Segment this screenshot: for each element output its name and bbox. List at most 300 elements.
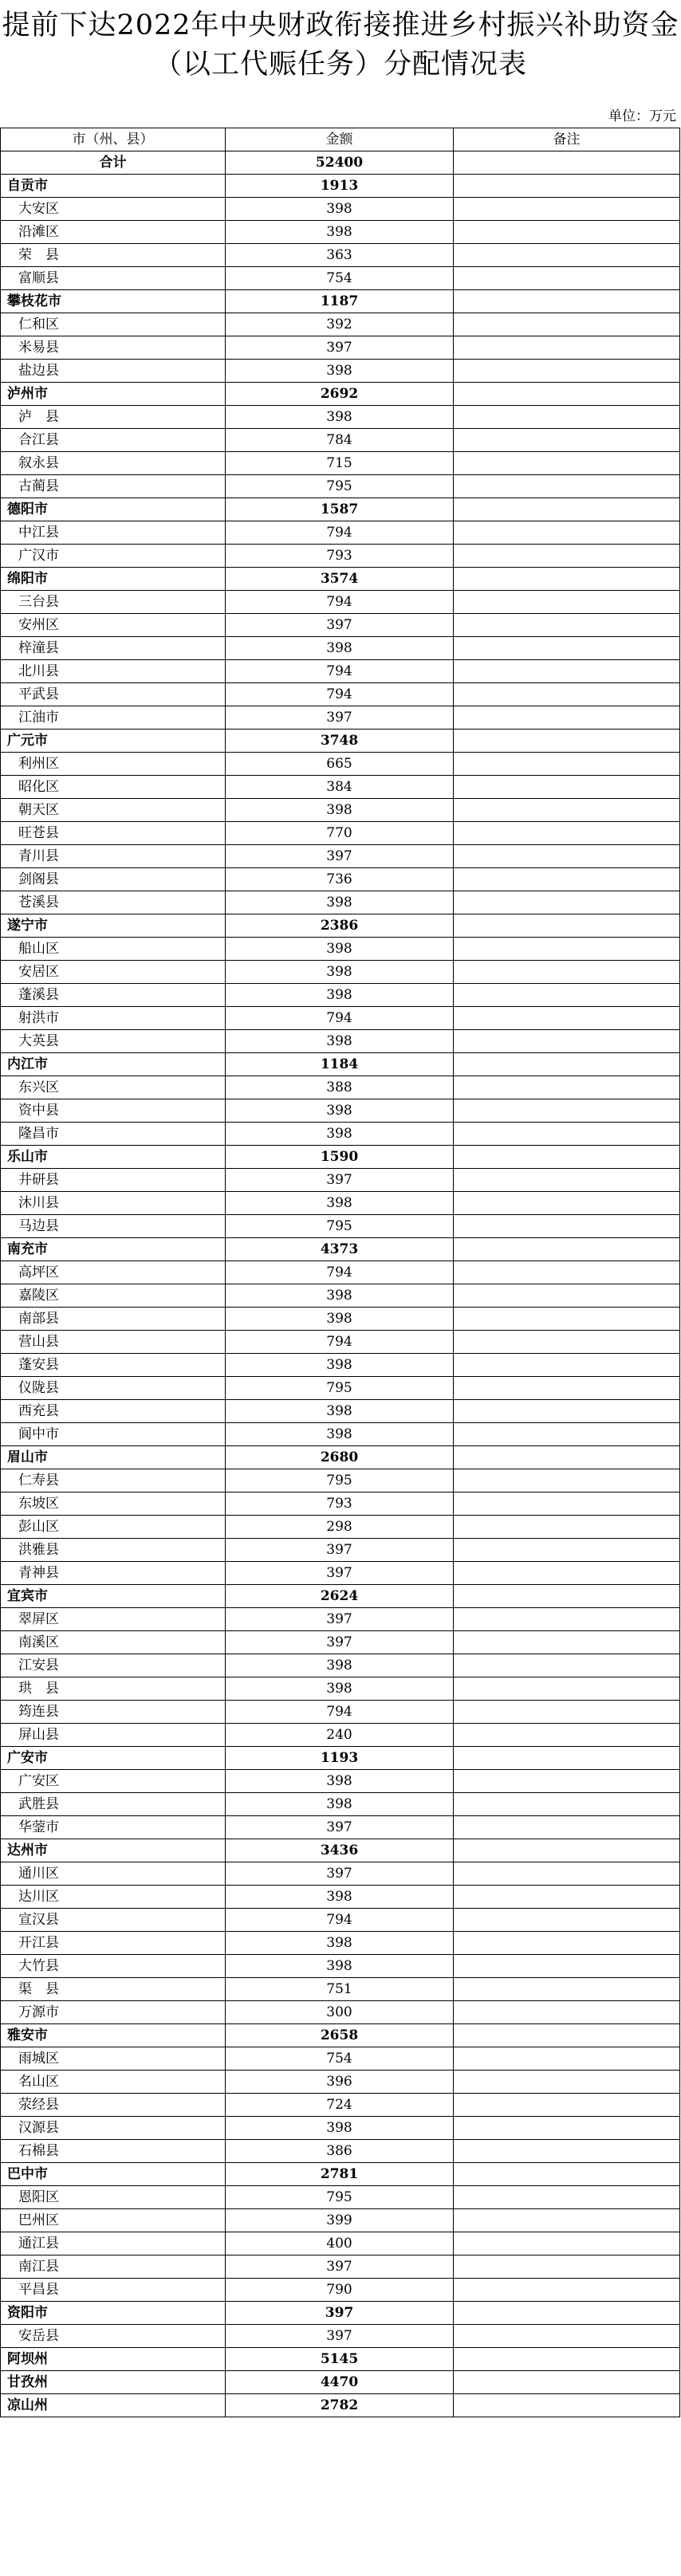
region-note <box>454 822 680 845</box>
region-amount: 795 <box>226 475 454 498</box>
region-note <box>454 244 680 267</box>
county-row <box>1 1932 680 1955</box>
region-note <box>454 637 680 660</box>
unit-label: 单位：万元 <box>608 108 676 124</box>
region-name: 通江县 <box>1 2232 226 2255</box>
region-note <box>454 753 680 776</box>
region-amount: 398 <box>226 1932 454 1955</box>
region-note <box>454 683 680 706</box>
county-row <box>1 614 680 637</box>
region-name: 资中县 <box>1 1099 226 1123</box>
region-note <box>454 1284 680 1308</box>
region-name: 巴中市 <box>1 2163 226 2186</box>
county-row <box>1 984 680 1007</box>
region-note <box>454 2117 680 2140</box>
region-amount: 398 <box>226 406 454 429</box>
county-row <box>1 938 680 961</box>
region-amount: 398 <box>226 1030 454 1053</box>
region-note <box>454 1701 680 1724</box>
region-note <box>454 868 680 891</box>
region-note <box>454 313 680 336</box>
region-name: 通川区 <box>1 1862 226 1886</box>
region-amount: 5145 <box>226 2348 454 2371</box>
region-note <box>454 1816 680 1839</box>
county-row <box>1 198 680 221</box>
region-note <box>454 1562 680 1585</box>
county-row <box>1 845 680 868</box>
county-row <box>1 2001 680 2024</box>
region-amount: 298 <box>226 1516 454 1539</box>
region-name: 高坪区 <box>1 1261 226 1284</box>
region-name: 井研县 <box>1 1169 226 1192</box>
region-note <box>454 799 680 822</box>
county-row <box>1 1701 680 1724</box>
region-amount: 784 <box>226 429 454 452</box>
county-row <box>1 1030 680 1053</box>
region-name: 宣汉县 <box>1 1909 226 1932</box>
region-note <box>454 498 680 521</box>
region-note <box>454 2279 680 2302</box>
region-name: 马边县 <box>1 1215 226 1238</box>
region-name: 彭山区 <box>1 1516 226 1539</box>
region-note <box>454 591 680 614</box>
region-name: 船山区 <box>1 938 226 961</box>
region-amount: 794 <box>226 1331 454 1354</box>
region-name: 营山县 <box>1 1331 226 1354</box>
region-note <box>454 521 680 545</box>
city-row <box>1 1839 680 1862</box>
region-note <box>454 336 680 360</box>
county-row <box>1 475 680 498</box>
region-note <box>454 1377 680 1400</box>
region-note <box>454 475 680 498</box>
region-name: 盐边县 <box>1 360 226 383</box>
county-row <box>1 1978 680 2001</box>
region-name: 大竹县 <box>1 1955 226 1978</box>
region-amount: 398 <box>226 1770 454 1793</box>
region-name: 青川县 <box>1 845 226 868</box>
region-amount: 795 <box>226 1377 454 1400</box>
region-note <box>454 1886 680 1909</box>
region-name: 中江县 <box>1 521 226 545</box>
region-name: 雅安市 <box>1 2024 226 2047</box>
region-note <box>454 1654 680 1677</box>
region-note <box>454 1423 680 1446</box>
region-amount: 397 <box>226 706 454 730</box>
region-note <box>454 1007 680 1030</box>
region-note <box>454 2255 680 2279</box>
region-note <box>454 2071 680 2094</box>
region-note <box>454 1493 680 1516</box>
region-note <box>454 406 680 429</box>
county-row <box>1 1377 680 1400</box>
region-amount: 751 <box>226 1978 454 2001</box>
region-name: 平昌县 <box>1 2279 226 2302</box>
region-amount: 398 <box>226 1123 454 1146</box>
region-note <box>454 2348 680 2371</box>
county-row <box>1 1284 680 1308</box>
region-amount: 398 <box>226 984 454 1007</box>
region-amount: 398 <box>226 1886 454 1909</box>
region-amount: 398 <box>226 1654 454 1677</box>
region-amount: 1913 <box>226 175 454 198</box>
region-name: 剑阁县 <box>1 868 226 891</box>
region-name: 合江县 <box>1 429 226 452</box>
region-name: 达川区 <box>1 1886 226 1909</box>
region-amount: 754 <box>226 2047 454 2071</box>
header-note: 备注 <box>454 128 680 151</box>
county-row <box>1 221 680 244</box>
region-amount: 2781 <box>226 2163 454 2186</box>
city-row <box>1 1747 680 1770</box>
region-note <box>454 1978 680 2001</box>
region-note <box>454 1932 680 1955</box>
region-amount: 398 <box>226 891 454 914</box>
region-note <box>454 1261 680 1284</box>
city-row <box>1 2302 680 2325</box>
region-amount: 665 <box>226 753 454 776</box>
region-note <box>454 1839 680 1862</box>
region-amount: 795 <box>226 1469 454 1493</box>
region-amount: 397 <box>226 845 454 868</box>
header-amount: 金额 <box>226 128 454 151</box>
region-note <box>454 1793 680 1816</box>
region-amount: 795 <box>226 1215 454 1238</box>
region-note <box>454 2163 680 2186</box>
region-note <box>454 2094 680 2117</box>
city-row <box>1 1146 680 1169</box>
region-note <box>454 1215 680 1238</box>
region-name: 安居区 <box>1 961 226 984</box>
region-note <box>454 2024 680 2047</box>
region-name: 乐山市 <box>1 1146 226 1169</box>
county-row <box>1 706 680 730</box>
county-row <box>1 1862 680 1886</box>
region-note <box>454 360 680 383</box>
region-amount: 399 <box>226 2209 454 2232</box>
city-row <box>1 1053 680 1076</box>
region-note <box>454 614 680 637</box>
region-amount: 386 <box>226 2140 454 2163</box>
region-note <box>454 1146 680 1169</box>
region-name: 洪雅县 <box>1 1539 226 1562</box>
region-note <box>454 1909 680 1932</box>
region-name: 东兴区 <box>1 1076 226 1099</box>
city-row <box>1 2348 680 2371</box>
region-note <box>454 1053 680 1076</box>
region-amount: 398 <box>226 2117 454 2140</box>
county-row <box>1 1469 680 1493</box>
total-label: 合计 <box>1 151 226 175</box>
region-name: 江油市 <box>1 706 226 730</box>
region-name: 西充县 <box>1 1400 226 1423</box>
region-note <box>454 1192 680 1215</box>
region-note <box>454 2302 680 2325</box>
region-note <box>454 1400 680 1423</box>
total-note <box>454 151 680 175</box>
region-note <box>454 1169 680 1192</box>
region-amount: 2658 <box>226 2024 454 2047</box>
city-row <box>1 2163 680 2186</box>
region-name: 开江县 <box>1 1932 226 1955</box>
region-name: 名山区 <box>1 2071 226 2094</box>
region-name: 石棉县 <box>1 2140 226 2163</box>
region-name: 阿坝州 <box>1 2348 226 2371</box>
region-amount: 398 <box>226 360 454 383</box>
region-note <box>454 938 680 961</box>
region-name: 北川县 <box>1 660 226 683</box>
region-amount: 398 <box>226 1677 454 1701</box>
county-row <box>1 1770 680 1793</box>
region-name: 安岳县 <box>1 2325 226 2348</box>
region-amount: 1590 <box>226 1146 454 1169</box>
region-note <box>454 914 680 938</box>
region-amount: 398 <box>226 1284 454 1308</box>
region-note <box>454 1608 680 1631</box>
region-amount: 3436 <box>226 1839 454 1862</box>
city-row <box>1 1238 680 1261</box>
region-name: 泸 县 <box>1 406 226 429</box>
region-amount: 4470 <box>226 2371 454 2394</box>
region-note <box>454 198 680 221</box>
region-amount: 397 <box>226 1816 454 1839</box>
region-amount: 754 <box>226 267 454 290</box>
county-row <box>1 637 680 660</box>
region-note <box>454 221 680 244</box>
region-name: 南江县 <box>1 2255 226 2279</box>
region-amount: 397 <box>226 336 454 360</box>
county-row <box>1 336 680 360</box>
region-name: 蓬溪县 <box>1 984 226 1007</box>
region-amount: 795 <box>226 2186 454 2209</box>
city-row <box>1 914 680 938</box>
region-amount: 397 <box>226 1608 454 1631</box>
region-amount: 398 <box>226 198 454 221</box>
region-name: 沐川县 <box>1 1192 226 1215</box>
city-row <box>1 568 680 591</box>
region-name: 富顺县 <box>1 267 226 290</box>
city-row <box>1 2024 680 2047</box>
region-name: 大英县 <box>1 1030 226 1053</box>
region-amount: 388 <box>226 1076 454 1099</box>
region-amount: 398 <box>226 1354 454 1377</box>
county-row <box>1 1608 680 1631</box>
region-name: 汉源县 <box>1 2117 226 2140</box>
city-row <box>1 730 680 753</box>
region-note <box>454 660 680 683</box>
region-name: 南充市 <box>1 1238 226 1261</box>
region-note <box>454 2371 680 2394</box>
county-row <box>1 1654 680 1677</box>
region-name: 广安区 <box>1 1770 226 1793</box>
region-amount: 790 <box>226 2279 454 2302</box>
region-name: 南溪区 <box>1 1631 226 1654</box>
region-note <box>454 1123 680 1146</box>
region-amount: 398 <box>226 221 454 244</box>
county-row <box>1 2047 680 2071</box>
region-name: 昭化区 <box>1 776 226 799</box>
county-row <box>1 1631 680 1654</box>
region-name: 仪陇县 <box>1 1377 226 1400</box>
region-amount: 398 <box>226 1793 454 1816</box>
county-row <box>1 1423 680 1446</box>
region-name: 华蓥市 <box>1 1816 226 1839</box>
region-amount: 398 <box>226 1192 454 1215</box>
city-row <box>1 383 680 406</box>
city-row <box>1 2394 680 2417</box>
county-row <box>1 961 680 984</box>
region-amount: 397 <box>226 1539 454 1562</box>
region-amount: 396 <box>226 2071 454 2094</box>
region-amount: 398 <box>226 1308 454 1331</box>
region-name: 古蔺县 <box>1 475 226 498</box>
region-note <box>454 545 680 568</box>
county-row <box>1 1677 680 1701</box>
region-note <box>454 267 680 290</box>
region-name: 隆昌市 <box>1 1123 226 1146</box>
region-name: 恩阳区 <box>1 2186 226 2209</box>
county-row <box>1 360 680 383</box>
region-amount: 398 <box>226 799 454 822</box>
region-name: 朝天区 <box>1 799 226 822</box>
county-row <box>1 1007 680 1030</box>
city-row <box>1 498 680 521</box>
county-row <box>1 1123 680 1146</box>
region-note <box>454 1331 680 1354</box>
region-amount: 397 <box>226 2325 454 2348</box>
region-name: 米易县 <box>1 336 226 360</box>
region-name: 安州区 <box>1 614 226 637</box>
county-row <box>1 1816 680 1839</box>
region-note <box>454 1238 680 1261</box>
region-name: 宜宾市 <box>1 1585 226 1608</box>
region-name: 平武县 <box>1 683 226 706</box>
county-row <box>1 1400 680 1423</box>
county-row <box>1 1169 680 1192</box>
region-amount: 4373 <box>226 1238 454 1261</box>
region-note <box>454 175 680 198</box>
region-amount: 1587 <box>226 498 454 521</box>
county-row <box>1 2071 680 2094</box>
region-name: 广安市 <box>1 1747 226 1770</box>
region-amount: 392 <box>226 313 454 336</box>
region-amount: 397 <box>226 614 454 637</box>
region-name: 遂宁市 <box>1 914 226 938</box>
region-note <box>454 2047 680 2071</box>
region-amount: 400 <box>226 2232 454 2255</box>
region-name: 江安县 <box>1 1654 226 1677</box>
county-row <box>1 1308 680 1331</box>
county-row <box>1 2209 680 2232</box>
header-region: 市（州、县） <box>1 128 226 151</box>
region-name: 广汉市 <box>1 545 226 568</box>
region-name: 雨城区 <box>1 2047 226 2071</box>
region-name: 德阳市 <box>1 498 226 521</box>
region-amount: 736 <box>226 868 454 891</box>
region-amount: 300 <box>226 2001 454 2024</box>
region-name: 凉山州 <box>1 2394 226 2417</box>
county-row <box>1 429 680 452</box>
region-amount: 793 <box>226 1493 454 1516</box>
region-amount: 794 <box>226 660 454 683</box>
region-amount: 240 <box>226 1724 454 1747</box>
region-name: 利州区 <box>1 753 226 776</box>
county-row <box>1 1886 680 1909</box>
region-note <box>454 1724 680 1747</box>
region-name: 巴州区 <box>1 2209 226 2232</box>
region-amount: 2782 <box>226 2394 454 2417</box>
region-note <box>454 2232 680 2255</box>
region-note <box>454 2186 680 2209</box>
region-amount: 1184 <box>226 1053 454 1076</box>
county-row <box>1 1192 680 1215</box>
county-row <box>1 799 680 822</box>
region-name: 仁和区 <box>1 313 226 336</box>
county-row <box>1 2140 680 2163</box>
region-amount: 3574 <box>226 568 454 591</box>
region-name: 屏山县 <box>1 1724 226 1747</box>
region-note <box>454 1469 680 1493</box>
county-row <box>1 1909 680 1932</box>
county-row <box>1 1516 680 1539</box>
county-row <box>1 1724 680 1747</box>
region-name: 内江市 <box>1 1053 226 1076</box>
region-name: 翠屏区 <box>1 1608 226 1631</box>
region-note <box>454 568 680 591</box>
county-row <box>1 244 680 267</box>
region-name: 甘孜州 <box>1 2371 226 2394</box>
region-name: 广元市 <box>1 730 226 753</box>
region-note <box>454 1308 680 1331</box>
region-name: 攀枝花市 <box>1 290 226 313</box>
region-amount: 397 <box>226 1562 454 1585</box>
region-amount: 1187 <box>226 290 454 313</box>
region-note <box>454 452 680 475</box>
region-note <box>454 1677 680 1701</box>
region-name: 三台县 <box>1 591 226 614</box>
region-amount: 2386 <box>226 914 454 938</box>
county-row <box>1 521 680 545</box>
region-note <box>454 891 680 914</box>
region-name: 蓬安县 <box>1 1354 226 1377</box>
county-row <box>1 591 680 614</box>
region-amount: 1193 <box>226 1747 454 1770</box>
region-note <box>454 730 680 753</box>
region-amount: 794 <box>226 683 454 706</box>
region-amount: 715 <box>226 452 454 475</box>
region-amount: 794 <box>226 1261 454 1284</box>
region-note <box>454 1076 680 1099</box>
region-note <box>454 961 680 984</box>
county-row <box>1 545 680 568</box>
region-amount: 397 <box>226 1631 454 1654</box>
region-name: 泸州市 <box>1 383 226 406</box>
county-row <box>1 1261 680 1284</box>
county-row <box>1 2117 680 2140</box>
region-name: 达州市 <box>1 1839 226 1862</box>
region-name: 资阳市 <box>1 2302 226 2325</box>
region-name: 眉山市 <box>1 1446 226 1469</box>
region-note <box>454 2394 680 2417</box>
region-name: 绵阳市 <box>1 568 226 591</box>
region-amount: 3748 <box>226 730 454 753</box>
county-row <box>1 1493 680 1516</box>
county-row <box>1 1331 680 1354</box>
county-row <box>1 660 680 683</box>
region-name: 万源市 <box>1 2001 226 2024</box>
region-amount: 397 <box>226 2302 454 2325</box>
region-note <box>454 1631 680 1654</box>
